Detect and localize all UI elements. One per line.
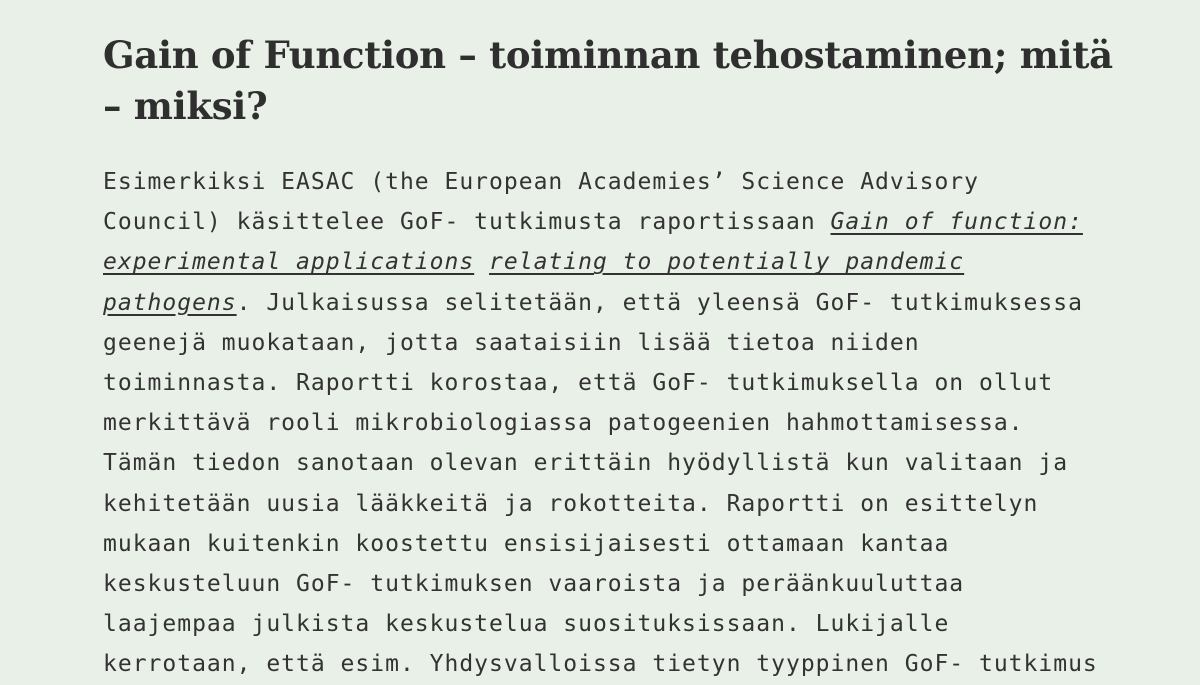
paragraph-line [103, 403, 1163, 443]
report-link[interactable]: experimental applications [103, 249, 475, 276]
paragraph-text: kerrotaan, että esim. Yhdysvalloissa tietyn tyyppinen GoF- tutkimus [103, 651, 1098, 678]
paragraph-text: laajempaa julkista keskustelua suosituksissaan. Lukijalle [103, 611, 950, 638]
paragraph-text: . Julkaisussa selitetään, että yleensä GoF- tutkimuksessa [236, 289, 1083, 316]
paragraph-line [103, 644, 1163, 684]
paragraph-line [103, 323, 1163, 363]
paragraph-text: geenejä muokataan, jotta saataisiin lisää tietoa niiden [103, 329, 920, 356]
paragraph-text: Tämän tiedon sanotaan olevan erittäin hyödyllistä kun valitaan ja [103, 450, 1069, 477]
paragraph-line [103, 443, 1163, 483]
paragraph-text: keskusteluun GoF- tutkimuksen vaaroista ja peräänkuuluttaa [103, 571, 965, 598]
article [103, 30, 1113, 685]
report-link[interactable]: Gain of function: [830, 209, 1083, 236]
paragraph-text: merkittävä rooli mikrobiologiassa patogeenien hahmottamisessa. [103, 410, 1024, 437]
paragraph-text: Esimerkiksi EASAC (the European Academies’ Science Advisory [103, 169, 979, 195]
paragraph-line [103, 524, 1163, 564]
paragraph-line [103, 283, 1163, 323]
paragraph-line [103, 564, 1163, 604]
paragraph-text: toiminnasta. Raportti korostaa, että GoF- tutkimuksella on ollut [103, 370, 1054, 397]
paragraph-text: kehitetään uusia lääkkeitä ja rokotteita. Raportti on esittelyn [103, 490, 1039, 517]
report-link[interactable]: pathogens [103, 289, 237, 316]
paragraph-text: Council) käsittelee GoF- tutkimusta raportissaan [103, 209, 831, 236]
paragraph-text: mukaan kuitenkin koostettu ensisijaisesti ottamaan kantaa [103, 530, 950, 557]
paragraph-line [103, 604, 1163, 644]
paragraph-line [103, 363, 1163, 403]
paragraph-line [103, 242, 1163, 282]
paragraph-line [103, 202, 1163, 242]
report-link[interactable]: relating to potentially pandemic [489, 249, 965, 276]
paragraph-text [474, 249, 489, 275]
article-title: Gain of Function – toiminnan tehostaminen; mitä – miksi? [103, 33, 1113, 128]
paragraph-line [103, 484, 1163, 524]
paragraph-line [103, 162, 1163, 202]
article-paragraph [103, 162, 1163, 685]
